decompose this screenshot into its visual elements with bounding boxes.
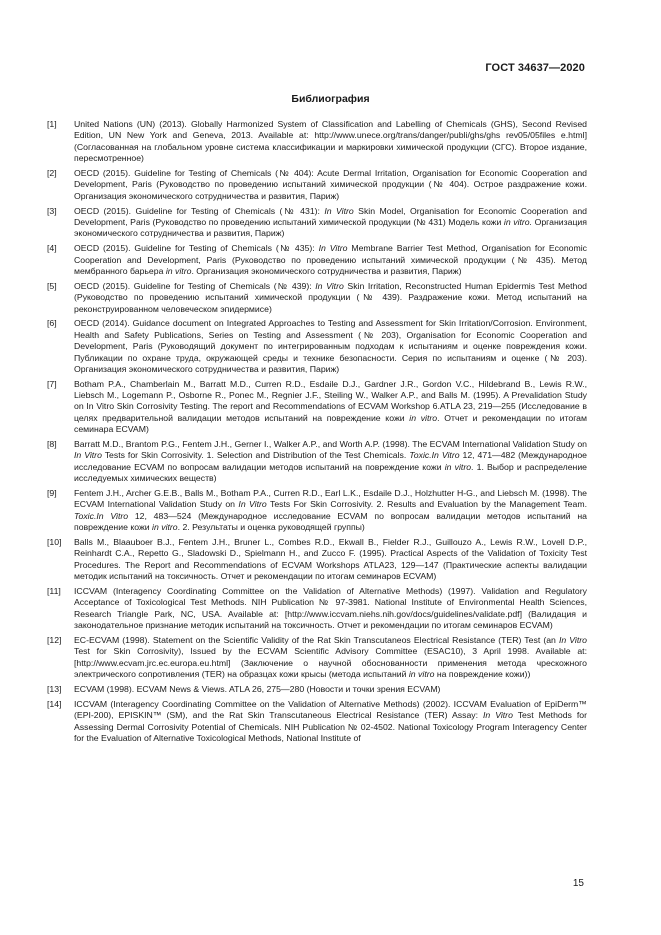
reference-text-italic: in vitro [165,265,192,276]
reference-item [47,699,587,744]
reference-text [74,281,587,315]
reference-text-segment: OECD (2015). Guideline for Testing of Chemicals (№ 431): [74,205,325,216]
reference-text-italic: In Vitro [238,499,267,510]
reference-text-italic: in vitro [409,412,438,423]
reference-text [74,488,587,533]
reference-number: [13] [47,683,62,694]
reference-text [74,684,587,695]
reference-number: [9] [47,488,57,499]
reference-text-segment: . Отчет и рекомендации по итогам семинара ECVAM) [74,412,587,435]
reference-number: [6] [47,318,57,329]
reference-text [74,243,587,277]
reference-text-segment: Test for Skin Corrosivity), Issued by the ECVAM Scientific Advisory Committee (ESAC10), 3 April 1998. Available at: [http://www.ecvam.jrc.ec.europa.eu.html] (Заключение о научной обоснованности применения метода чрескожного электрического сопротивления (TER) на образцах кожи крысы (метода испытаний [74,646,587,679]
reference-text-italic: In Vitro [318,243,348,254]
reference-item [47,168,587,202]
reference-text-segment: Botham P.A., Chamberlain M., Barratt M.D., Curren R.D., Esdaile D.J., Gardner J.R., Gordon V.C., Hildebrand B., Lewis R.W., Liebsch M., Logemann P., Osborne R., Ponec M., Regnier J.F., Steiling W., Walker A.P., and Balls M. (1995). A Prevalidation Study on In Vitro Skin Corrosivity Testing. The report and Recommendations of ECVAM Workshop 6.ATLA 23, 219—255 (Исследование в целях предварительной валидации методов испытаний на повреждение кожи [74,378,587,423]
reference-text-segment: United Nations (UN) (2013). Globally Harmonized System of Classification and Labelling of Chemicals (GHS), Second Revised Edition, UN New York and Geneva, 2013. Available at: http://www.unece.org/trans/danger/publi/ghs/ghs rev05/05files e.html] (Согласованная на глобальном уровне система классификации и маркировки химической продукции (СГС). Второе издание, пересмотренное) [74,119,587,164]
reference-text-segment: Membrane Barrier Test Method, Organisation for Economic Cooperation and Development, Paris (Руководство по проведению испытаний химической продукции (№ 435). Метод мембранного барьера [74,243,587,276]
page-number: 15 [572,878,584,889]
reference-text-italic: In Vitro [483,710,513,721]
reference-text-segment: EC-ECVAM (1998). Statement on the Scientific Validity of the Rat Skin Transcutaneos Electrical Resistance (TER) Test (an [74,634,559,645]
reference-text-italic: in vitro [408,669,435,679]
reference-text-segment: ICCVAM (Interagency Coordinating Committee on the Validation of Alternative Methods) (1997). Validation and Regulatory Acceptance of Toxicological Test Methods. NIH Publication № 97-3981. National Institute of Environmental Health Sciences, Research Triangle Park, NC, USA. Available at: [http://www.iccvam.niehs.nih.gov/docs/guidelines/validate.pdf] (Валидация и законодательное признание методик испытаний на токсичность. Отчет и рекомендации по итогам семинаров ECVAM) [74,586,587,631]
reference-text-italic: In Vitro [558,634,587,645]
reference-text [74,119,587,164]
standard-code: ГОСТ 34637—2020 [485,62,585,74]
reference-item [47,281,587,315]
reference-text-segment: Test Methods for Assessing Dermal Corrosivity Potential of Chemicals. NIH Publication № 02-4502. National Toxicology Program Interagency Center for the Evaluation of Alternative Toxicological Methods, National Institute of [74,710,587,743]
reference-text-segment: на повреждение кожи)) [434,669,531,679]
reference-text-segment: OECD (2015). Guideline for Testing of Chemicals (№ 435): [74,243,319,254]
reference-text-segment: ICCVAM (Interagency Coordinating Committee on the Validation of Alternative Methods) (2002). ICCVAM Evaluation of EpiDerm™ (EPI-200), EPISKIN™ (SM), and the Rat Skin Transcutaneous Electrical Resistance (TER) Assay: [74,698,587,721]
reference-text-segment: OECD (2015). Guideline for Testing of Chemicals (№ 439): [74,280,316,291]
reference-text [74,379,587,436]
reference-text [74,586,587,631]
reference-item [47,537,587,582]
reference-text-italic: in vitro. [503,216,533,227]
reference-number: [7] [47,378,57,389]
reference-number: [1] [47,119,57,129]
bibliography-title: Библиография [291,93,370,105]
reference-text-segment: Barratt M.D., Brantom P.G., Fentem J.H., Gerner I., Walker A.P., and Worth A.P. (1998). The ECVAM International Validation Study on [74,439,587,450]
reference-item [47,379,587,436]
reference-text [74,206,587,240]
reference-text-segment: Fentem J.H., Archer G.E.B., Balls M., Botham P.A., Curren R.D., Earl L.K., Esdaile D.J., Holzhutter H-G., and Liebsch M. (1998). The ECVAM International Validation Study on [74,488,587,510]
reference-text-italic: In Vitro [324,205,354,216]
reference-item [47,243,587,277]
reference-item [47,488,587,533]
reference-text [74,635,587,680]
reference-number: [8] [47,439,57,450]
reference-text-segment: Tests for Skin Corrosivity. 1. Selection and Distribution of the Test Chemicals. [101,450,410,461]
reference-number: [10] [47,537,62,548]
reference-item [47,586,587,631]
reference-text-segment: Организация экономического сотрудничества и развития, Париж) [74,216,587,239]
reference-number: [12] [47,634,62,645]
reference-text-segment: Balls M., Blaauboer B.J., Fentem J.H., Bruner L., Combes R.D., Ekwall B., Fielder R.J., Guillouzo A., Lewis R.W., Lovell D.P., Reinhardt C.A., Repetto G., Sladowski D., Spielmann H., and Zucco F. (1995). Practical Aspects of the Validation of Toxicity Test Procedures. The Report and Recommendations of ECVAM Workshops ATLA23, 129—147 (Практические аспекты валидации методик испытаний на токсичность. Отчет и рекомендации по итогам семинаров ECVAM) [74,537,587,582]
reference-text [74,699,587,744]
reference-text [74,439,587,484]
reference-item [47,635,587,680]
reference-text-segment: 12, 483—524 (Международное исследование ECVAM по вопросам валидации методов испытаний на повреждение кожи [74,510,587,533]
reference-text [74,537,587,582]
reference-text-segment: Tests For Skin Corrosivity. 2. Results and Evaluation by the Management Team. [266,499,587,510]
reference-item [47,684,587,695]
reference-text-italic: In Vitro [74,450,102,461]
reference-list [47,119,587,748]
reference-number: [14] [47,698,62,709]
reference-text-segment: . 2. Результаты и оценка руководящей группы) [177,522,365,533]
reference-text-segment: OECD (2014). Guidance document on Integrated Approaches to Testing and Assessment for Skin Irritation/Corrosion. Environment, Health and Safety Publications, Series on Testing and Assessment (№ 203), Organisation for Economic Cooperation and Development, Paris (Руководящий документ по интегрированным подходам к испытаниям и оценке повреждения кожи. Публикации по охране труда, окружающей среды и технике безопасности. Серия по испытаниям и оценке (№ 203). Организация экономического сотрудничества и развития, Париж) [74,318,587,374]
reference-number: [4] [47,243,57,254]
reference-text-segment: . Организация экономического сотрудничества и развития, Париж) [191,265,462,276]
reference-text-segment: OECD (2015). Guideline for Testing of Chemicals (№ 404): Acute Dermal Irritation, Organisation for Economic Cooperation and Development, Paris (Руководство по проведению испытаний химической продукции (№ 404). Острое раздражение кожи. Организация экономического сотрудничества и развития, Париж) [74,167,587,201]
reference-item [47,119,587,164]
reference-number: [3] [47,205,57,216]
reference-text-italic: in vitro [444,461,472,472]
reference-text-italic: in vitro [152,522,178,533]
reference-text-segment: 12, 471—482 (Международное исследование ECVAM по вопросам валидации методов испытаний на повреждение кожи [74,450,587,472]
reference-text-italic: Toxic.In Vitro [409,450,460,461]
reference-text [74,318,587,375]
reference-number: [11] [47,586,61,596]
reference-number: [2] [47,167,57,178]
reference-text-italic: In Vitro [315,280,344,291]
reference-item [47,318,587,375]
reference-item [47,439,587,484]
reference-text-segment: Skin Irritation, Reconstructed Human Epidermis Test Method (Руководство по проведению испытаний химической продукции (№ 439). Раздражение кожи. Метод испытаний на реконструированном человеческом эпидермисе) [74,280,587,314]
reference-text-italic: Toxic.In Vitro [74,510,129,521]
reference-number: [5] [47,280,57,291]
reference-text-segment: . 1. Выбор и распределение исследуемых химических веществ) [74,461,588,484]
reference-text [74,168,587,202]
reference-text-segment: Skin Model, Organisation for Economic Cooperation and Development, Paris (Руководство по проведению испытаний химической продукции (№ 431) Модель кожи [74,205,587,227]
reference-item [47,206,587,240]
reference-text-segment: ECVAM (1998). ECVAM News & Views. ATLA 26, 275—280 (Новости и точки зрения ECVAM) [74,683,441,694]
